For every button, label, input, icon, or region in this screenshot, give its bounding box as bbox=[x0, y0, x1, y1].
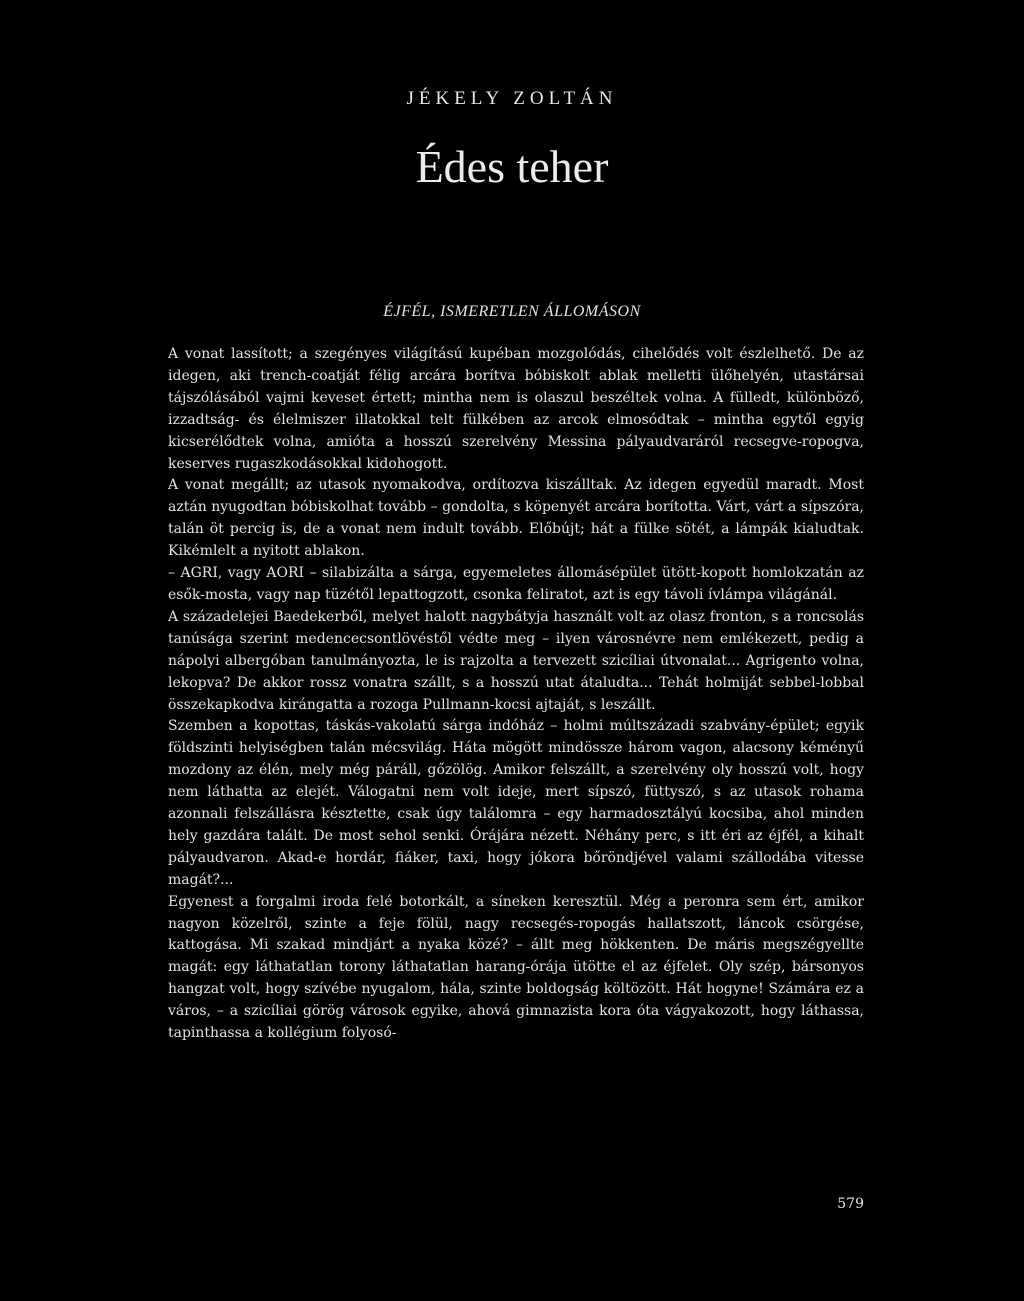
author-name: JÉKELY ZOLTÁN bbox=[406, 88, 618, 109]
paragraph: A vonat megállt; az utasok nyomakodva, ordítozva kiszálltak. Az idegen egyedül maradt. Most aztán nyugodtan bóbiskolhat tovább – gondolta, s köpenyét arcára borította. Várt, várt a sípszóra, talán öt percig is, de a vonat nem indult tovább. Előbújt; hát a fülke sötét, a lámpák kialudtak. Kikémlelt a nyitott ablakon. bbox=[168, 477, 864, 560]
paragraph: A vonat lassított; a szegényes világítású kupéban mozgolódás, cihelődés volt észlelhető. De az idegen, aki trench-coatját félig arcára borítva bóbiskolt ablak melletti ülőhelyén, utastársai tájszólásából vajmi keveset értett; mintha nem is olaszul beszéltek volna. A fülledt, különböző, izzadtság- és élelmiszer illatokkal telt fülkében az arcok elmosódtak – mintha egytől egyig kicserélődtek volna, amióta a hosszú szerelvény Messina pályaudvaráról recsegve-ropogva, keserves rugaszkodásokkal kidohogott. bbox=[168, 346, 864, 472]
body-text bbox=[168, 344, 864, 1045]
section-heading: ÉJFÉL, ISMERETLEN ÁLLOMÁSON bbox=[383, 303, 641, 320]
paragraph: Egyenest a forgalmi iroda felé botorkált, a síneken keresztül. Még a peronra sem ért, amikor nagyon közelről, szinte a feje fölül, nagy recsegés-ropogás hallatszott, láncok csörgése, kattogása. Mi szakad mindjárt a nyaka közé? – állt meg hökkenten. De máris megszégyellte magát: egy láthatatlan torony láthatatlan harang-órája ütötte el az éjfelet. Oly szép, bársonyos hangzat volt, hogy szívébe nyugalom, hála, szinte boldogság költözött. Hát hogyne! Számára ez a város, – a szicíliai görög városok egyike, ahová gimnazista kora óta vágyakozott, hogy láthassa, tapinthassa a kollégium folyosó- bbox=[168, 893, 864, 1042]
paragraph: A századelejei Baedekerből, melyet halott nagybátyja használt volt az olasz fronton, s a roncsolás tanúsága szerint medencecsontlövéstől védte meg – ilyen városnévre nem emlékezett, pedig a nápolyi albergóban tanulmányozta, le is rajzolta a tervezett szicíliai útvonalat... Agrigento volna, lekopva? De akkor rossz vonatra szállt, s a hosszú utat átaludta... Tehát holmiját sebbel-lobbal összekapkodva kirángatta a rozoga Pullmann-kocsi ajtaját, s leszállt. bbox=[168, 608, 864, 713]
paragraph: Szemben a kopottas, táskás-vakolatú sárga indóház – holmi múltszázadi szabvány-épület; egyik földszinti helyiségben talán mécsvilág. Háta mögött mindössze három vagon, alacsony kéményű mozdony az élén, mely még páráll, gőzölög. Amikor felszállt, a szerelvény oly hosszú volt, hogy nem láthatta az elejét. Válogatni nem volt ideje, mert sípszó, füttyszó, s az utasok rohama azonnali felszállásra késztette, csak úgy találomra – egy harmadosztályú kocsiba, ahol minden hely gazdára talált. De most sehol senki. Órájára nézett. Néhány perc, s itt éri az éjfél, a kihalt pályaudvaron. Akad-e hordár, fiáker, taxi, hogy jókora bőröndjével valami szállodába vitesse magát?... bbox=[168, 718, 864, 888]
story-title: Édes teher bbox=[415, 141, 609, 192]
paragraph: – AGRI, vagy AORI – silabizálta a sárga, egyemeletes állomásépület ütött-kopott homlokzatán az esők-mosta, vagy nap tüzétől lepattogzott, csonka feliratot, azt is egy távoli ívlámpa világánál. bbox=[168, 565, 864, 603]
page-number: 579 bbox=[837, 1196, 864, 1212]
